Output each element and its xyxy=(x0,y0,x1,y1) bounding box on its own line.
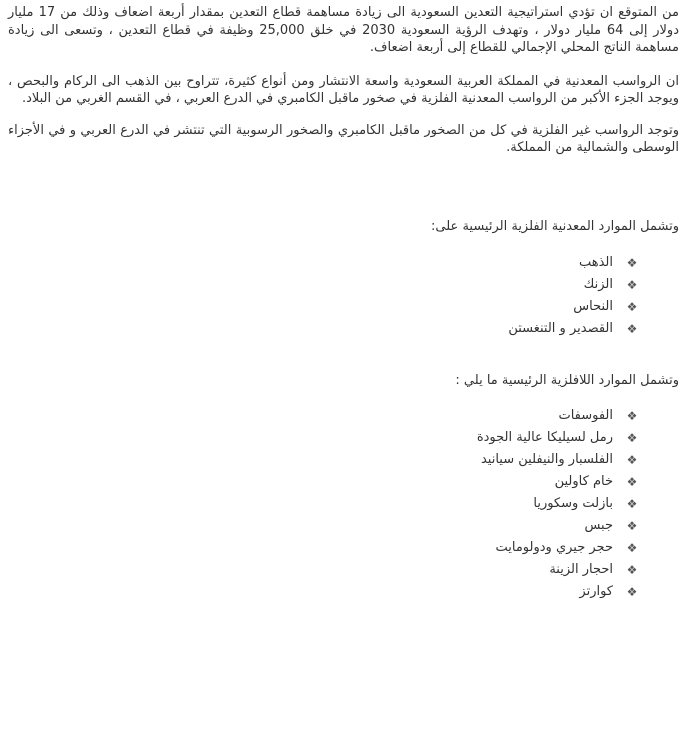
list-item xyxy=(8,515,639,537)
list-item-text: بازلت وسكوريا xyxy=(533,495,613,511)
list-item xyxy=(8,537,639,559)
list-item xyxy=(8,405,639,427)
list-item-text: القصدير و التنغستن xyxy=(508,320,613,336)
list-item-text: الفلسبار والنيفلين سيانيد xyxy=(480,451,613,467)
list-item xyxy=(8,427,639,449)
diamond-bullet-icon: ❖ xyxy=(626,496,638,511)
list-item-text: الفوسفات xyxy=(558,407,613,423)
diamond-bullet-icon: ❖ xyxy=(626,474,638,489)
list-item-text: احجار الزينة xyxy=(549,561,613,577)
list-item-text: كوارتز xyxy=(579,583,613,599)
list-item xyxy=(8,274,639,296)
diamond-bullet-icon: ❖ xyxy=(626,540,638,555)
list-item-text: الزنك xyxy=(583,276,613,292)
paragraph-mineral-deposits: ان الرواسب المعدنية في المملكة العربية السعودية واسعة الانتشار ومن أنواع كثيرة، تتراوح بين الذهب الى الركام والبحص ، ويوجد الجزء الأكبر من الرواسب المعدنية الفلزية في صخور ماقبل الكامبري في الدرع العربي ، في القسم الغربي من البلاد. xyxy=(8,73,679,106)
list-item xyxy=(8,581,639,603)
diamond-bullet-icon: ❖ xyxy=(626,430,638,445)
list-item xyxy=(8,471,639,493)
diamond-bullet-icon: ❖ xyxy=(626,277,638,292)
list-item xyxy=(8,559,639,581)
diamond-bullet-icon: ❖ xyxy=(626,299,638,314)
list-item-text: رمل لسيليكا عالية الجودة xyxy=(476,429,613,445)
paragraph-mining-strategy: من المتوقع ان تؤدي استراتيجية التعدين السعودية الى زيادة مساهمة قطاع التعدين بمقدار أربعة اضعاف وذلك من 17 مليار دولار إلى 64 مليار دولار ، وتهدف الرؤية السعودية 2030 في خلق 25,000 وظيفة في قطاع التعدين ، وتسعى الى زيادة مساهمة الناتج المحلي الإجمالي للقطاع إلى أربعة اضعاف. xyxy=(8,5,680,55)
list-item xyxy=(8,296,639,318)
list-item-text: خام كاولين xyxy=(554,473,613,489)
diamond-bullet-icon: ❖ xyxy=(626,562,638,577)
list-item-text: حجر جيري ودولومايت xyxy=(495,539,613,555)
diamond-bullet-icon: ❖ xyxy=(626,584,638,599)
metallic-resources-list xyxy=(8,252,679,340)
diamond-bullet-icon: ❖ xyxy=(626,255,638,270)
paragraph-non-metallic-deposits: وتوجد الرواسب غير الفلزية في كل من الصخور ماقبل الكامبري والصخور الرسوبية التي تنتشر في الدرع العربي و في الأجزاء الوسطى والشمالية من المملكة. xyxy=(8,122,679,155)
diamond-bullet-icon: ❖ xyxy=(626,518,638,533)
metallic-resources-heading: وتشمل الموارد المعدنية الفلزية الرئيسية على: xyxy=(431,218,679,234)
list-item-text: الذهب xyxy=(578,254,613,270)
list-item-text: جبس xyxy=(584,517,613,533)
list-item xyxy=(8,493,639,515)
diamond-bullet-icon: ❖ xyxy=(626,408,638,423)
diamond-bullet-icon: ❖ xyxy=(626,452,638,467)
non-metallic-resources-list xyxy=(8,405,679,603)
list-item-text: النحاس xyxy=(573,298,613,314)
non-metallic-resources-heading: وتشمل الموارد اللافلزية الرئيسية ما يلي : xyxy=(455,372,679,388)
list-item xyxy=(8,318,639,340)
list-item xyxy=(8,252,639,274)
diamond-bullet-icon: ❖ xyxy=(626,321,638,336)
list-item xyxy=(8,449,639,471)
